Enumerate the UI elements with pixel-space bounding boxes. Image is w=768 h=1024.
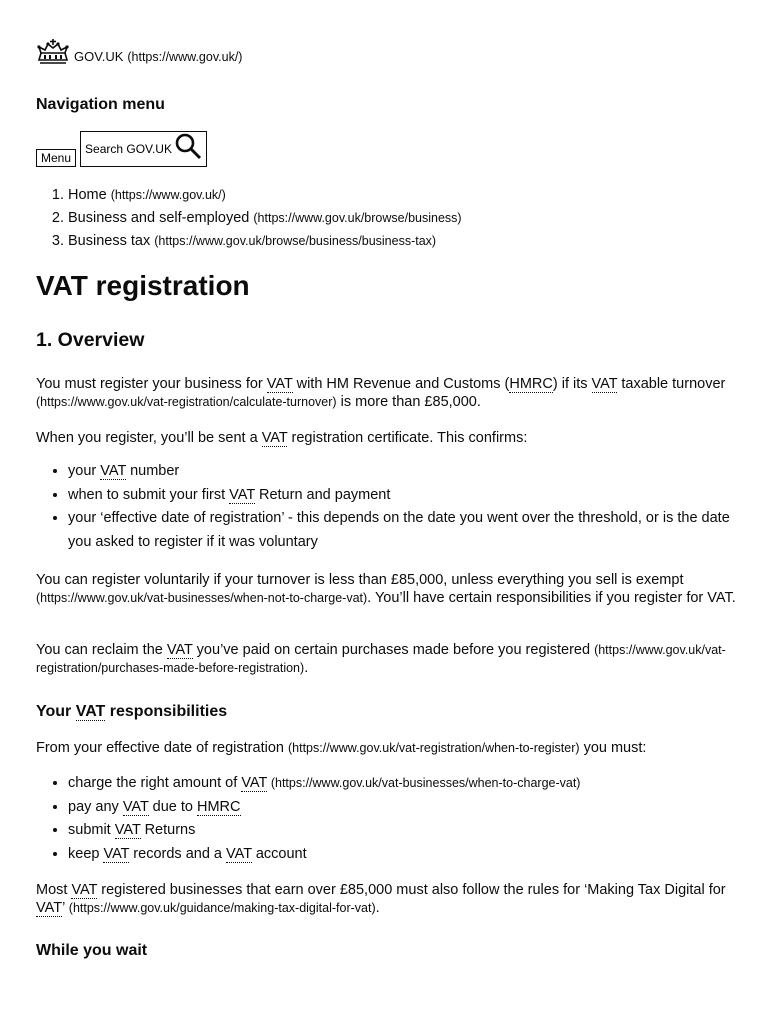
- abbr-vat: VAT: [226, 845, 252, 862]
- text: You must register your business for: [36, 376, 267, 392]
- text: pay any: [68, 798, 123, 815]
- link-when-not-to-charge-vat[interactable]: (https://www.gov.uk/vat-businesses/when-not-to-charge-vat): [36, 591, 368, 605]
- text: account: [251, 845, 307, 862]
- list-item: • your ‘effective date of registration’ - this depends on the date you went over the threshold, or is the date you asked to register if it was voluntary: [68, 507, 738, 554]
- text: you’ve paid on certain purchases made before you registered: [192, 642, 595, 658]
- text: .: [304, 660, 309, 676]
- abbr-vat: VAT: [122, 798, 149, 815]
- text: keep: [68, 845, 104, 862]
- logo-url: (https://www.gov.uk/): [127, 50, 243, 64]
- breadcrumb-url: (https://www.gov.uk/browse/business): [253, 211, 462, 225]
- heading-while-you-wait: While you wait: [36, 942, 148, 959]
- logo-text[interactable]: GOV.UK: [74, 49, 124, 64]
- abbr-vat: VAT: [36, 900, 63, 916]
- breadcrumb: [36, 184, 462, 253]
- abbr-vat: VAT: [100, 463, 127, 479]
- paragraph-making-tax-digital: [36, 881, 736, 917]
- list-item: [68, 843, 738, 867]
- paragraph-voluntary: [36, 571, 736, 607]
- text: When you register, you’ll be sent a: [36, 430, 262, 446]
- text: Returns: [140, 822, 196, 838]
- abbr-vat: VAT: [103, 845, 130, 862]
- paragraph-reclaim: [36, 641, 736, 677]
- breadcrumb-url: (https://www.gov.uk/): [110, 188, 226, 202]
- list-item: [68, 772, 738, 796]
- list-item: [68, 796, 738, 820]
- link-purchases-before-registration[interactable]: (https://www.gov.uk/vat-registration/purchases-made-before-registration): [36, 643, 726, 675]
- text: records and a: [129, 845, 227, 862]
- link-when-to-charge-vat[interactable]: (https://www.gov.uk/vat-businesses/when-to-charge-vat): [267, 776, 581, 790]
- list-item: [68, 484, 738, 508]
- abbr-vat: VAT: [266, 376, 293, 392]
- search-button[interactable]: [80, 131, 207, 167]
- paragraph-certificate: [36, 429, 736, 447]
- menu-button[interactable]: Menu: [36, 149, 76, 167]
- text: your: [68, 463, 101, 479]
- text: Most: [36, 882, 72, 898]
- list-item: [68, 819, 738, 843]
- text: Your: [36, 703, 76, 720]
- breadcrumb-url: (https://www.gov.uk/browse/business/business-tax): [154, 234, 437, 248]
- link-calculate-turnover[interactable]: (https://www.gov.uk/vat-registration/calculate-turnover): [36, 395, 337, 409]
- header-controls: [36, 131, 207, 167]
- crown-icon: [36, 38, 70, 64]
- link-making-tax-digital[interactable]: (https://www.gov.uk/guidance/making-tax-digital-for-vat): [68, 901, 376, 915]
- heading-vat-responsibilities: [36, 703, 227, 721]
- navigation-heading: Navigation menu: [36, 96, 165, 113]
- text: You can reclaim the: [36, 642, 167, 658]
- breadcrumb-label[interactable]: Business tax: [68, 233, 151, 249]
- link-when-to-register[interactable]: (https://www.gov.uk/vat-registration/when-to-register): [288, 741, 580, 755]
- text: due to: [148, 798, 197, 815]
- abbr-vat: VAT: [591, 376, 618, 392]
- text: is more than £85,000.: [336, 394, 481, 410]
- text: registered businesses that earn over £85,000 must also follow the rules for ‘Making Tax Digital for: [97, 882, 726, 898]
- text: .: [375, 900, 380, 916]
- govuk-logo-link[interactable]: [36, 38, 242, 64]
- text: when to submit your first: [68, 486, 230, 503]
- abbr-vat: VAT: [71, 882, 98, 898]
- text: charge the right amount of: [68, 775, 242, 791]
- text: with HM Revenue and Customs (: [292, 376, 510, 392]
- search-icon: [174, 132, 202, 160]
- breadcrumb-item-business-tax[interactable]: [68, 230, 462, 253]
- text: ) if its: [552, 376, 592, 392]
- text: ’: [62, 900, 69, 916]
- text: . You’ll have certain responsibilities if you register for VAT.: [367, 590, 736, 606]
- abbr-vat: VAT: [166, 642, 193, 658]
- abbr-hmrc: HMRC: [509, 376, 553, 392]
- text: Return and payment: [254, 486, 391, 503]
- breadcrumb-label[interactable]: Home: [68, 187, 107, 203]
- abbr-vat: VAT: [229, 486, 255, 503]
- breadcrumb-label[interactable]: Business and self-employed: [68, 210, 250, 226]
- text: From your effective date of registration: [36, 740, 288, 756]
- paragraph-register-requirement: [36, 375, 736, 411]
- text: taxable turnover: [617, 376, 726, 392]
- responsibilities-list: [36, 772, 738, 866]
- text: You can register voluntarily if your turnover is less than £85,000, unless everything you sell is exempt: [36, 572, 684, 588]
- abbr-vat: VAT: [261, 430, 288, 446]
- text: responsibilities: [105, 703, 228, 720]
- text: number: [126, 463, 180, 479]
- text: you must:: [579, 740, 647, 756]
- certificate-list: [36, 460, 738, 554]
- breadcrumb-item-home[interactable]: [68, 184, 462, 207]
- text: submit: [68, 822, 115, 838]
- list-item: [68, 460, 738, 484]
- page-title: VAT registration: [36, 270, 250, 301]
- abbr-vat: VAT: [75, 703, 106, 720]
- abbr-vat: VAT: [241, 775, 268, 791]
- search-button-label: Search GOV.UK: [85, 142, 172, 156]
- breadcrumb-item-business[interactable]: [68, 207, 462, 230]
- section-heading-overview: 1. Overview: [36, 329, 145, 351]
- abbr-hmrc: HMRC: [197, 798, 241, 815]
- text: registration certificate. This confirms:: [287, 430, 528, 446]
- abbr-vat: VAT: [114, 822, 141, 838]
- paragraph-effective-date: [36, 739, 736, 757]
